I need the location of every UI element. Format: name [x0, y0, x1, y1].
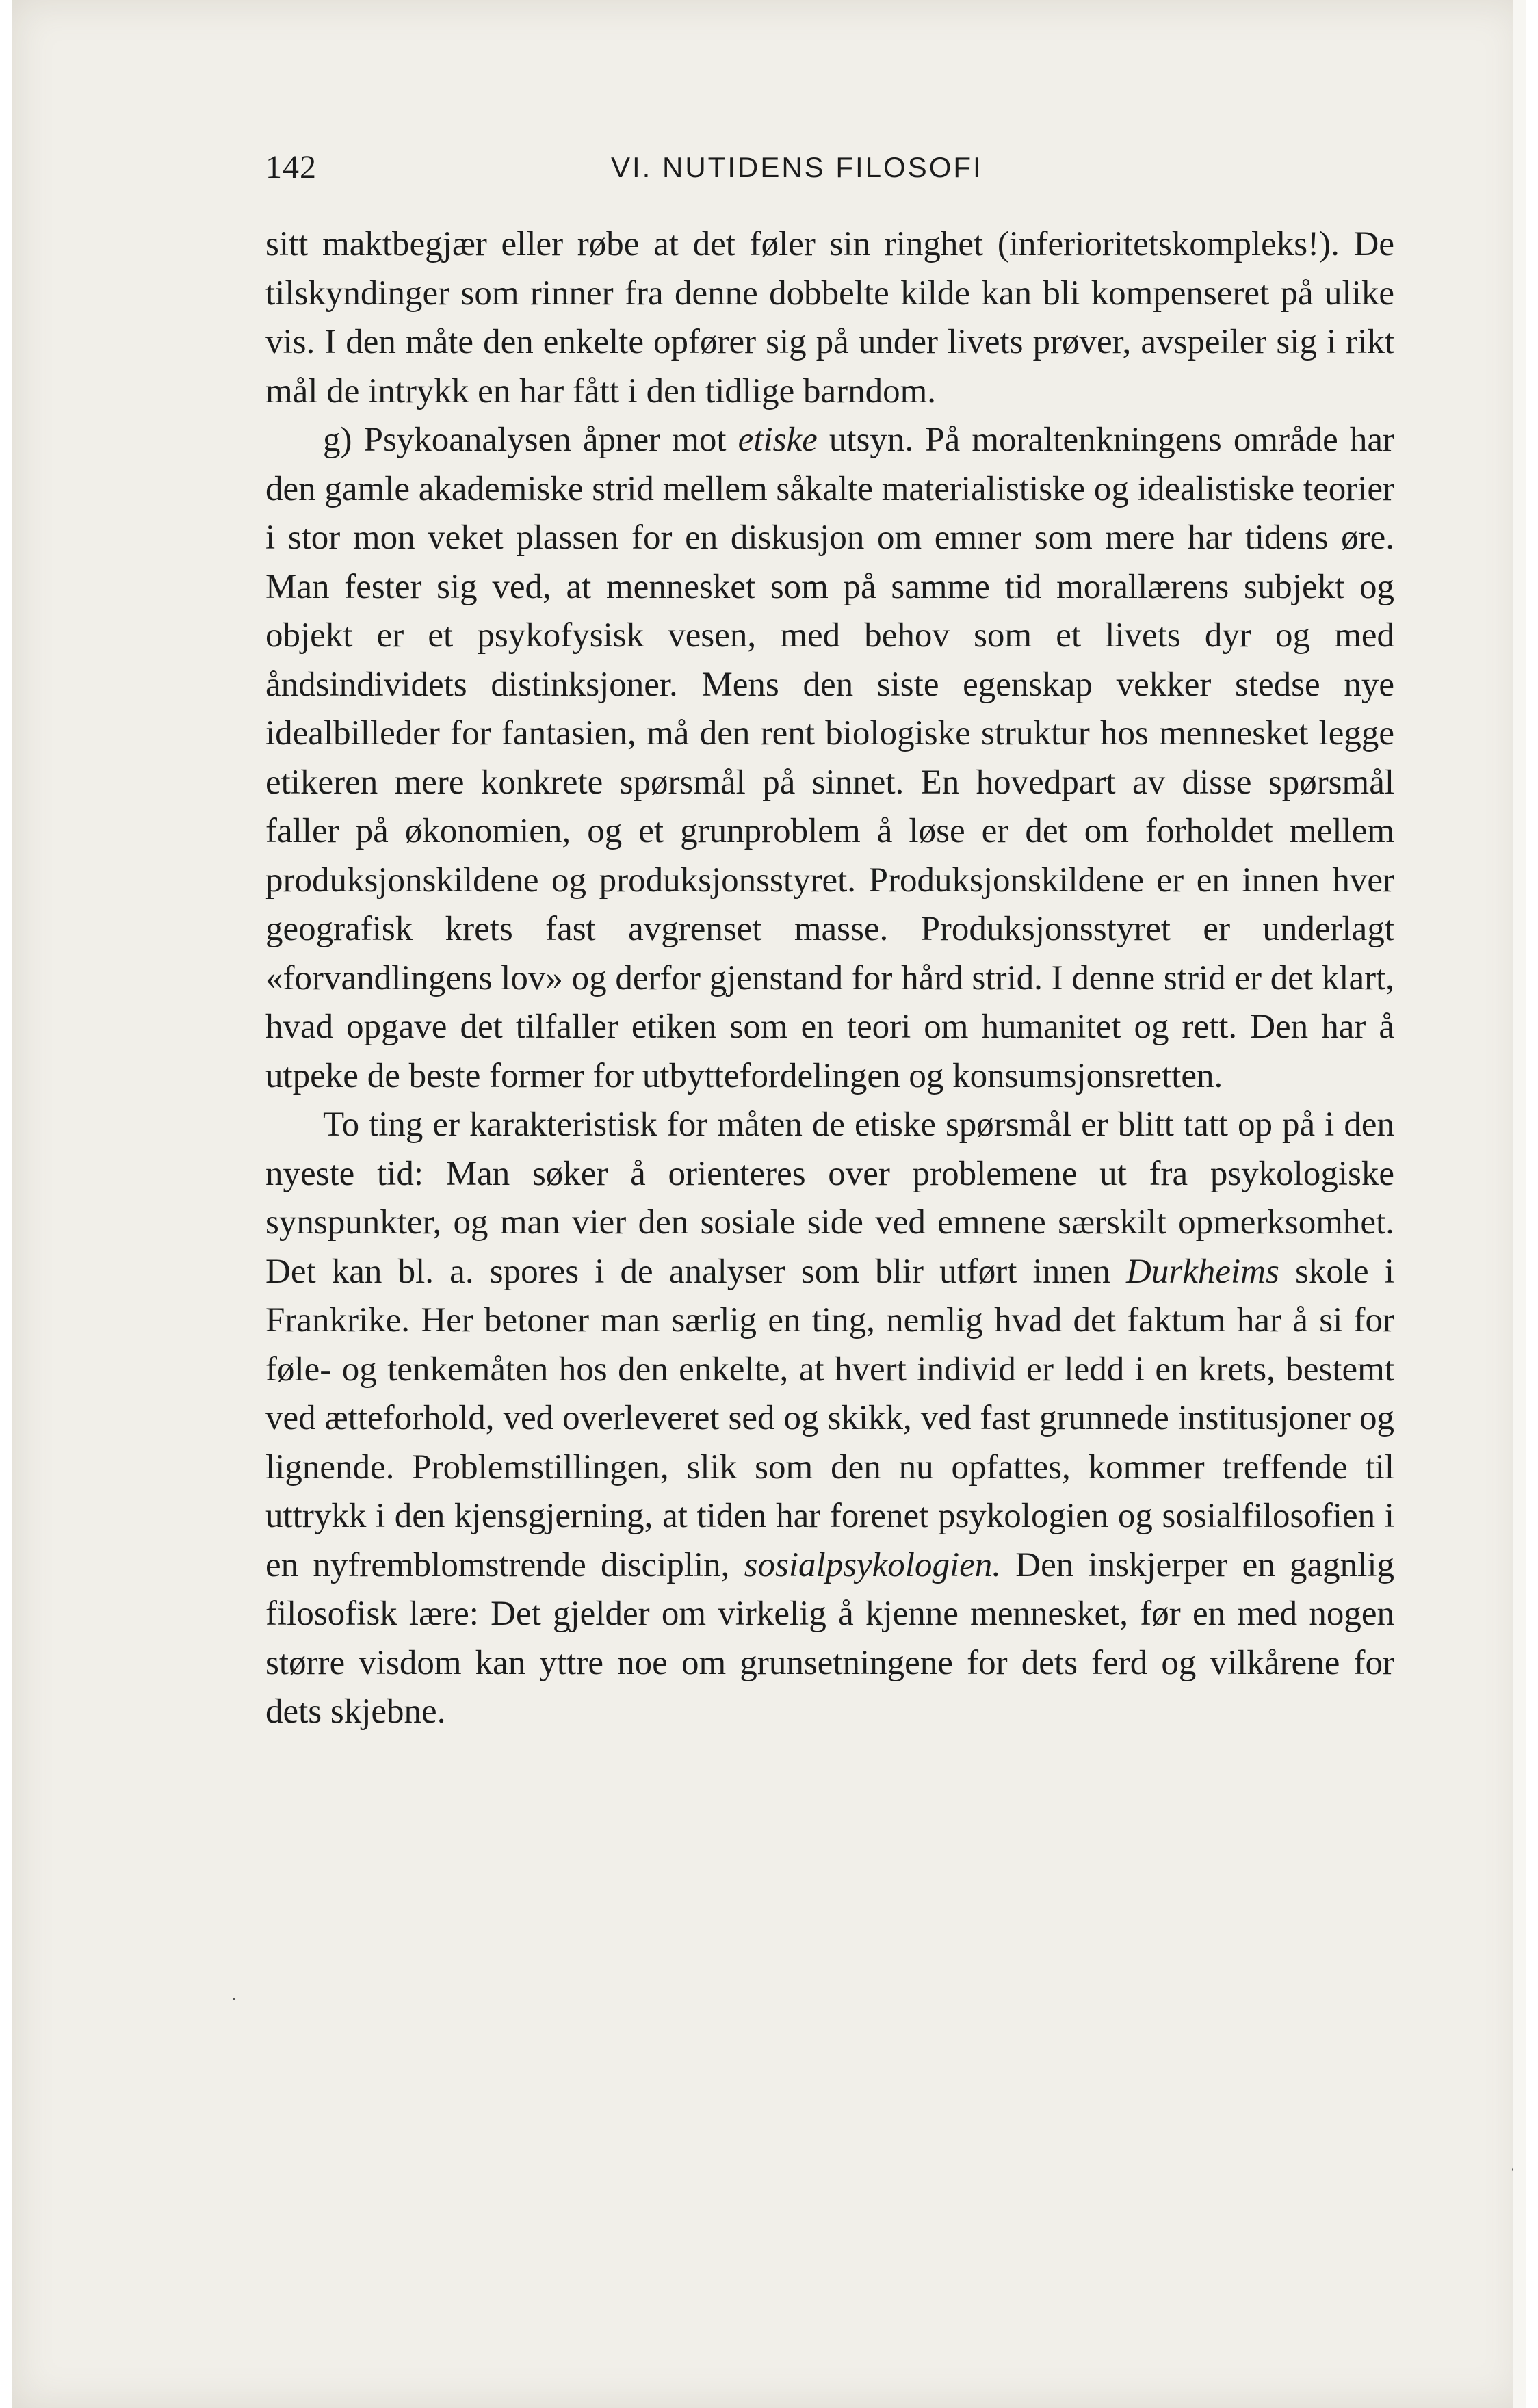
running-head: [12, 144, 1526, 192]
chapter-title: VI. NUTIDENS FILOSOFI: [611, 151, 983, 183]
paragraph-psychoanalysis-ethics: [265, 416, 1394, 1101]
page-edge: [1513, 0, 1526, 2408]
paragraph-social-psychology: [265, 1101, 1394, 1737]
text-segment: skole i Frankrike. Her betoner man særlig en ting, nemlig hvad det faktum har å si for føle- og tenkemåten hos den enkelte, at hvert individ er ledd i en krets, bestemt ved ætteforhold, ved overleveret sed og skikk, ved fast grunnede institusjoner og lignende. Problemstillingen, slik som den nu opfattes, kommer treffende til uttrykk i den kjensgjerning, at tiden har forenet psykologien og sosialfilosofien i en nyfremblomstrende disciplin,: [265, 1252, 1394, 1584]
page-number: 142: [265, 149, 317, 185]
text-segment: g) Psykoanalysen åpner mot: [323, 421, 738, 459]
text-segment: To ting er karakteristisk for måten de etiske spørsmål er blitt tatt op på i den nyeste tid: Man søker å orienteres over problemene ut fra psykologiske synspunkter, og man vier den sosiale side ved emnene særskilt opmerksomhet. Det kan bl. a. spores i de analyser som blir utført innen: [265, 1105, 1394, 1291]
italic-term: sosialpsykologien.: [744, 1545, 1002, 1584]
text-segment: utsyn. På moraltenkningens område har den gamle akademiske strid mellem såkalte materialistiske og idealistiske teorier i stor mon veket plassen for en diskusjon om emner som mere har tidens øre. Man fester sig ved, at mennesket som på samme tid morallærens subjekt og objekt er et psykofysisk vesen, med behov som et livets dyr og med åndsindividets distinksjoner. Mens den siste egenskap vekker stedse nye idealbilleder for fantasien, må den rent biologiske struktur hos mennesket legge etikeren mere konkrete spørsmål på sinnet. En hovedpart av disse spørsmål faller på økonomien, og et grunproblem å løse er det om forholdet mellem produksjonskildene og produksjonsstyret. Produksjonskildene er en innen hver geografisk krets fast avgrenset masse. Produksjonsstyret er underlagt «forvandlingens lov» og derfor gjenstand for hård strid. I denne strid er det klart, hvad opgave det tilfaller etiken som en teori om humanitet og rett. Den har å utpeke de beste former for utbyttefordelingen og konsumsjonsretten.: [265, 421, 1394, 1095]
italic-term: Durkheims: [1126, 1252, 1279, 1291]
text-segment: sitt maktbegjær eller røbe at det føler sin ringhet (inferioritetskompleks!). De tilskyndinger som rinner fra denne dobbelte kilde kan bli kompenseret på ulike vis. I den måte den enkelte opfører sig på under livets prøver, avspeiler sig i rikt mål de intrykk en har fått i den tidlige barndom.: [265, 225, 1394, 410]
italic-term: etiske: [738, 421, 818, 459]
paragraph-continued: [265, 220, 1394, 416]
body-text: [265, 220, 1394, 1737]
paper-speck: [233, 1998, 235, 2000]
text-segment: Den inskjerper en gagnlig filosofisk lære: Det gjelder om virkelig å kjenne mennesket, før en med nogen større visdom kan yttre noe om grunsetningene for dets ferd og vilkårene for dets skjebne.: [265, 1545, 1394, 1731]
book-page: [12, 0, 1526, 2408]
